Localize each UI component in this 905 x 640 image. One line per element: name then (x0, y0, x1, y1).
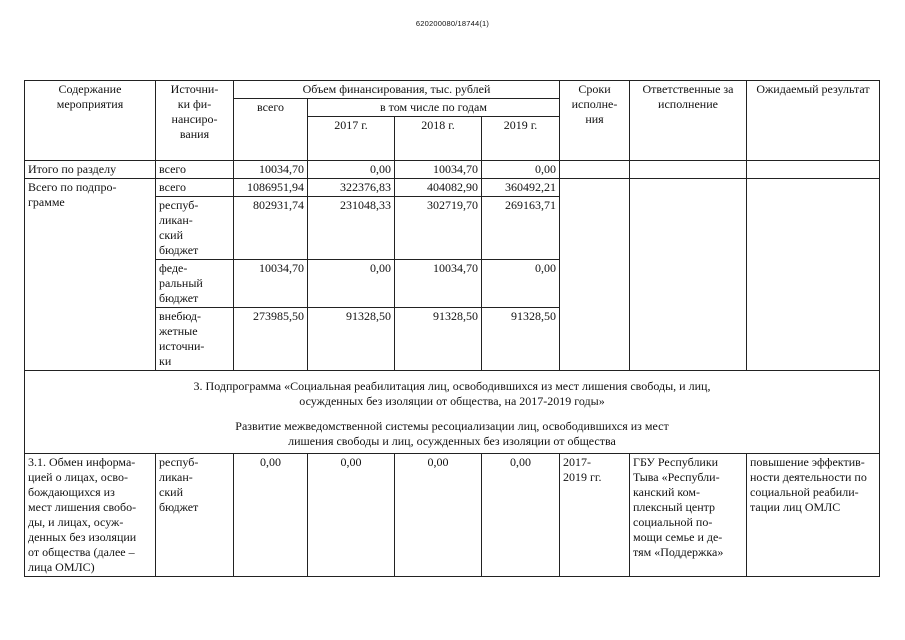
cell-2018: 91328,50 (395, 308, 482, 371)
row-label: Всего по подпро- грамме (25, 179, 156, 371)
header-terms: Сроки исполне- ния (560, 81, 630, 161)
cell-2018: 404082,90 (395, 179, 482, 197)
cell-total: 0,00 (234, 454, 308, 577)
cell-responsible (630, 179, 747, 371)
header-2017: 2017 г. (308, 117, 395, 161)
cell-result: повышение эффектив- ности деятельности по социальной реабили- тации лиц ОМЛС (747, 454, 880, 577)
cell-2019: 269163,71 (482, 197, 560, 260)
row-source: феде- ральный бюджет (156, 260, 234, 308)
header-responsible: Ответственные за исполнение (630, 81, 747, 161)
section-heading (25, 371, 880, 454)
cell-2017: 0,00 (308, 454, 395, 577)
cell-2019: 91328,50 (482, 308, 560, 371)
cell-2019: 0,00 (482, 260, 560, 308)
cell-responsible (630, 161, 747, 179)
header-2019: 2019 г. (482, 117, 560, 161)
cell-total: 1086951,94 (234, 179, 308, 197)
cell-2017: 91328,50 (308, 308, 395, 371)
cell-total: 802931,74 (234, 197, 308, 260)
cell-terms: 2017- 2019 гг. (560, 454, 630, 577)
table-row (25, 179, 880, 197)
subprogram-title: 3. Подпрограмма «Социальная реабилитация лиц, освободившихся из мест лишения свободы, и лиц, осужденных без изоляции от общества, на 2017-2019 годы» (193, 379, 711, 408)
row-source: всего (156, 161, 234, 179)
cell-2019: 360492,21 (482, 179, 560, 197)
table-row (25, 454, 880, 577)
financing-table (24, 80, 880, 577)
cell-result (747, 161, 880, 179)
subprogram-goal: Развитие межведомственной системы ресоциализации лиц, освободившихся из мест лишения свободы и лиц, осужденных без изоляции от общества (235, 419, 669, 448)
section-heading-row (25, 371, 880, 454)
cell-2018: 10034,70 (395, 260, 482, 308)
row-source: респуб- ликан- ский бюджет (156, 454, 234, 577)
cell-2019: 0,00 (482, 161, 560, 179)
cell-total: 10034,70 (234, 161, 308, 179)
cell-terms (560, 161, 630, 179)
document-number: 620200080/18744(1) (415, 19, 490, 28)
cell-terms (560, 179, 630, 371)
row-source: всего (156, 179, 234, 197)
table-row (25, 161, 880, 179)
cell-2018: 0,00 (395, 454, 482, 577)
cell-2017: 322376,83 (308, 179, 395, 197)
header-total: всего (234, 99, 308, 161)
header-content: Содержание мероприятия (25, 81, 156, 161)
cell-2017: 231048,33 (308, 197, 395, 260)
row-source: респуб- ликан- ский бюджет (156, 197, 234, 260)
cell-2018: 10034,70 (395, 161, 482, 179)
row-source: внебюд- жетные источни- ки (156, 308, 234, 371)
cell-2017: 0,00 (308, 161, 395, 179)
header-2018: 2018 г. (395, 117, 482, 161)
cell-2018: 302719,70 (395, 197, 482, 260)
cell-2019: 0,00 (482, 454, 560, 577)
header-result: Ожидаемый результат (747, 81, 880, 161)
cell-total: 273985,50 (234, 308, 308, 371)
header-row (25, 81, 880, 99)
header-volume: Объем финансирования, тыс. рублей (234, 81, 560, 99)
row-label: 3.1. Обмен информа- цией о лицах, осво- бождающихся из мест лишения свобо- ды, и лицах, осуж- денных без изоляции от общества (далее – лица ОМЛС) (25, 454, 156, 577)
row-label: Итого по разделу (25, 161, 156, 179)
cell-responsible: ГБУ Республики Тыва «Республи- канский ком- плексный центр социальной по- мощи семье и де- тям «Поддержка» (630, 454, 747, 577)
cell-2017: 0,00 (308, 260, 395, 308)
header-by-years: в том числе по годам (308, 99, 560, 117)
header-source: Источни- ки фи- нансиро- вания (156, 81, 234, 161)
cell-result (747, 179, 880, 371)
cell-total: 10034,70 (234, 260, 308, 308)
